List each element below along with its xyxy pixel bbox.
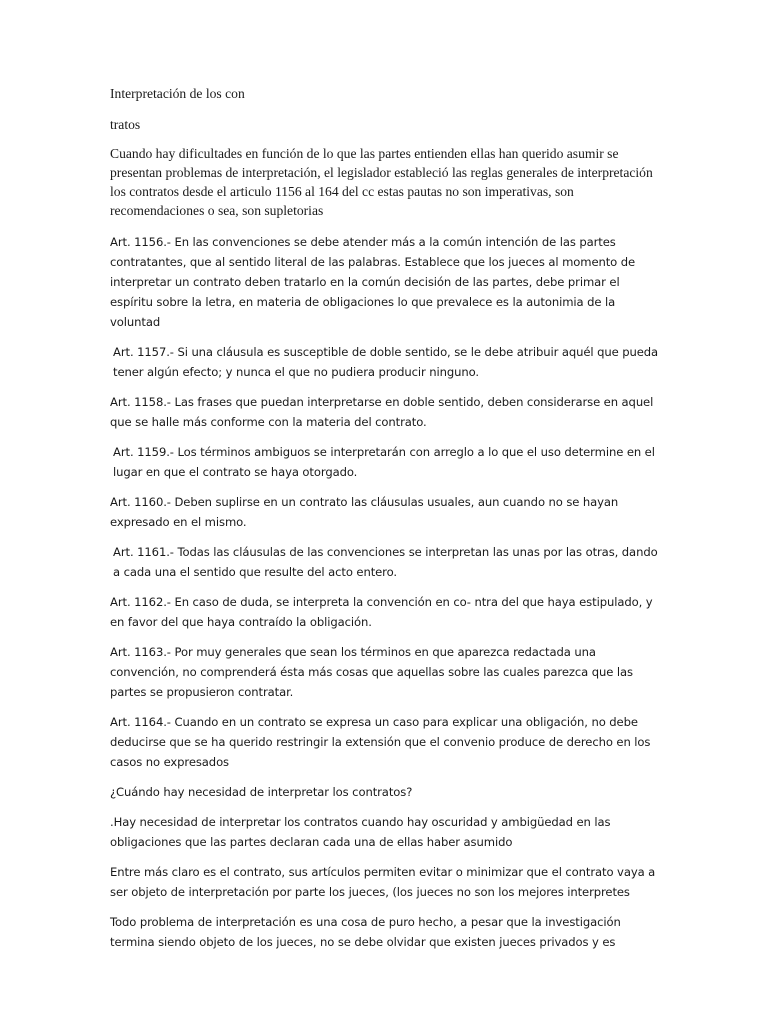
question-heading: ¿Cuándo hay necesidad de interpretar los contratos?: [110, 785, 413, 799]
article-1160: Art. 1160.- Deben suplirse en un contrato las cláusulas usuales, aun cuando no se hayan expresado en el mismo.: [110, 495, 619, 529]
article-1164: Art. 1164.- Cuando en un contrato se expresa un caso para explicar una obligación, no debe deducirse que se ha querido restringir la extensión que el convenio produce de derecho en los casos no expresados: [110, 715, 651, 769]
article-1162: Art. 1162.- En caso de duda, se interpreta la convención en co- ntra del que haya estipulado, y en favor del que haya contraído la obligación.: [110, 595, 653, 629]
article-1158: Art. 1158.- Las frases que puedan interpretarse en doble sentido, deben considerarse en aquel que se halle más conforme con la materia del contrato.: [110, 395, 654, 429]
article-1157: Art. 1157.- Si una cláusula es susceptible de doble sentido, se le debe atribuir aquél que pueda tener algún efecto; y nunca el que no pudiera producir ninguno.: [113, 345, 658, 379]
article-1156: Art. 1156.- En las convenciones se debe atender más a la común intención de las partes contratantes, que al sentido literal de las palabras. Establece que los jueces al momento de interpretar un contrato deben tratarlo en la común decisión de las partes, debe primar el espíritu sobre la letra, en materia de obligaciones lo que prevalece es la autonimia de la voluntad: [110, 235, 636, 329]
answer-paragraph: .Hay necesidad de interpretar los contratos cuando hay oscuridad y ambigüedad en las obligaciones que las partes declaran cada una de ellas haber asumido: [110, 815, 611, 849]
paragraph-claro: Entre más claro es el contrato, sus artículos permiten evitar o minimizar que el contrato vaya a ser objeto de interpretación por parte los jueces, (los jueces no son los mejores interpretes: [110, 865, 656, 899]
article-1161: Art. 1161.- Todas las cláusulas de las convenciones se interpretan las unas por las otras, dando a cada una el sentido que resulte del acto entero.: [113, 545, 658, 579]
document-page: [110, 84, 660, 962]
intro-paragraph: Cuando hay dificultades en función de lo que las partes entienden ellas han querido asumir se presentan problemas de interpretación, el legislador estableció las reglas generales de interpretación los contratos desde el articulo 1156 al 164 del cc estas pautas no son imperativas, son recomendaciones o sea, son supletorias: [110, 146, 653, 218]
title-line-1: Interpretación de los con: [110, 86, 245, 101]
article-1159: Art. 1159.- Los términos ambiguos se interpretarán con arreglo a lo que el uso determine en el lugar en que el contrato se haya otorgado.: [113, 445, 655, 479]
article-1163: Art. 1163.- Por muy generales que sean los términos en que aparezca redactada una convención, no comprenderá ésta más cosas que aquellas sobre las cuales parezca que las partes se propusieron contratar.: [110, 645, 633, 699]
paragraph-problema: Todo problema de interpretación es una cosa de puro hecho, a pesar que la investigación termina siendo objeto de los jueces, no se debe olvidar que existen jueces privados y es: [110, 915, 621, 949]
title-line-2: tratos: [110, 117, 141, 132]
